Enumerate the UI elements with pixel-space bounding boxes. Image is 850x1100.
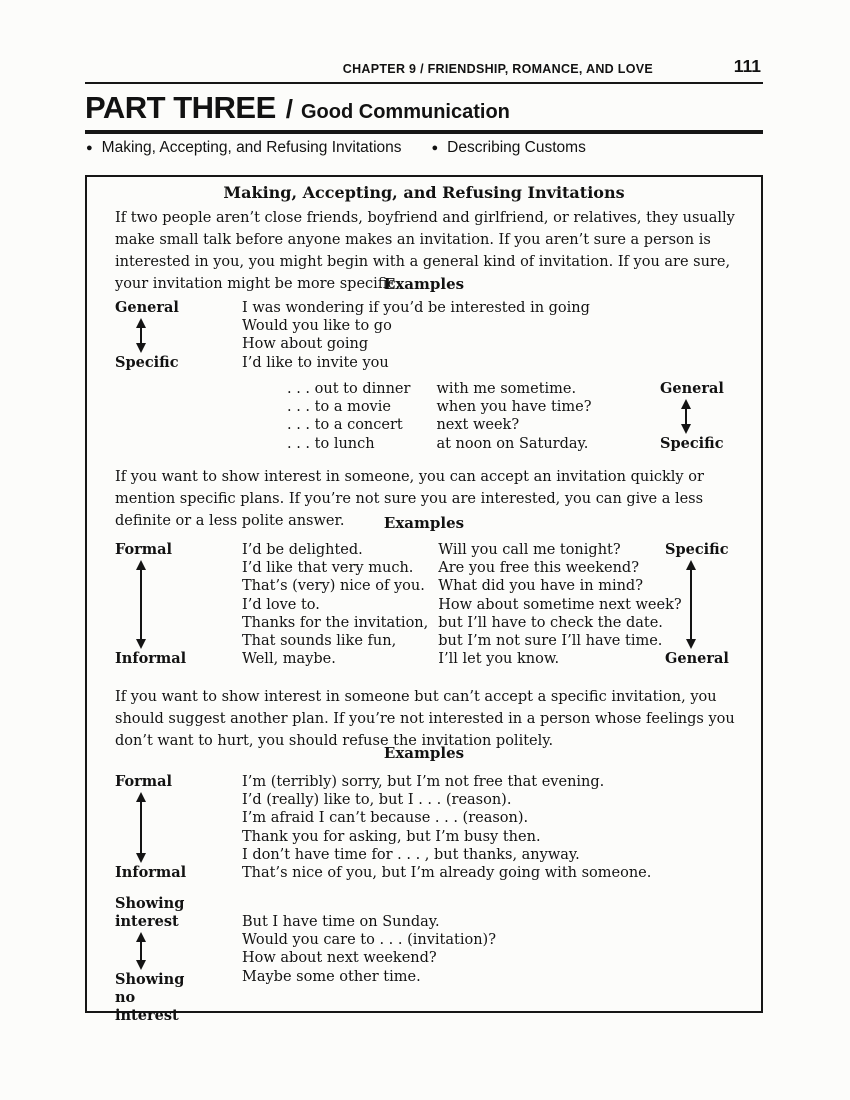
box-title: Making, Accepting, and Refusing Invitations <box>223 183 625 202</box>
part-label: PART THREE <box>85 90 276 125</box>
example-line: I was wondering if you’d be interested in going <box>242 300 590 316</box>
scale-top-label: Showing interest <box>115 895 185 930</box>
example-line: How about next weekend? <box>242 950 437 967</box>
example-cell: but I’m not sure I’ll have time. <box>438 633 663 650</box>
scale-column <box>115 895 242 1025</box>
example-cell: Are you free this weekend? <box>438 560 639 577</box>
double-arrow-icon <box>140 563 142 646</box>
example-lines <box>242 773 651 882</box>
page-number: 111 <box>733 56 761 76</box>
scale-top-label: General <box>115 299 179 316</box>
bullet-icon: ● <box>86 141 93 154</box>
example-cell: next week? <box>436 417 520 434</box>
example-line: Maybe some other time. <box>242 968 421 985</box>
intro-paragraph: If two people aren’t close friends, boyfriend and girlfriend, or relatives, they usually make small talk before anyone makes an invitation. If you aren’t sure a person is interested in you, you might begin with a general kind of invitation. If you are sure, your invitation might be more specific. <box>115 210 735 292</box>
topic-label: Making, Accepting, and Refusing Invitations <box>101 139 402 156</box>
double-arrow-icon <box>140 321 142 350</box>
formal-informal-scale <box>115 773 201 882</box>
scale-column <box>115 773 242 882</box>
example-cell: That’s (very) nice of you. <box>242 578 425 595</box>
header-rule <box>85 82 763 84</box>
example-line: But I have time on Sunday. <box>242 914 440 930</box>
interest-examples-block <box>115 895 496 1025</box>
example-line: I’d like to invite you <box>242 354 389 371</box>
double-arrow-icon <box>685 402 687 431</box>
scale-top-label: Specific <box>665 541 729 558</box>
example-line: Thank you for asking, but I’m busy then. <box>242 828 541 845</box>
running-head <box>85 56 763 82</box>
accepting-paragraph: If you want to show interest in someone, you can accept an invitation quickly or mention specific plans. If you’re not sure you are interested, you can give a less definite or a less polite answer. <box>115 469 704 529</box>
example-cell: with me sometime. <box>436 381 577 397</box>
double-arrow-icon <box>690 563 692 646</box>
example-line: Would you like to go <box>242 318 392 335</box>
example-line: That’s nice of you, but I’m already going with someone. <box>242 865 652 882</box>
accepting-examples-block <box>115 541 729 668</box>
examples-heading: Examples <box>383 514 465 532</box>
topic-item <box>432 139 586 157</box>
example-cell: I’ll let you know. <box>438 651 560 668</box>
scale-top-label: Formal <box>115 773 173 790</box>
example-cell: What did you have in mind? <box>438 578 643 595</box>
example-cell: Will you call me tonight? <box>438 542 621 558</box>
example-cell: when you have time? <box>436 399 592 416</box>
two-column-examples <box>242 541 682 668</box>
refusal-examples-block <box>115 773 651 882</box>
invitation-completions-block <box>287 380 724 453</box>
example-cell: . . . to a movie <box>287 399 391 416</box>
part-title <box>85 90 510 126</box>
examples-heading: Examples <box>383 275 465 293</box>
scale-bottom-label: Specific <box>115 354 179 371</box>
invitation-openers-block <box>115 299 590 372</box>
example-cell: Thanks for the invitation, <box>242 614 429 631</box>
scale-bottom-label: Informal <box>115 650 187 667</box>
example-lines <box>242 299 590 372</box>
scale-bottom-label: General <box>665 650 729 667</box>
double-arrow-icon <box>140 935 142 967</box>
invitations-box <box>85 175 763 1024</box>
example-cell: at noon on Saturday. <box>436 435 589 452</box>
example-cell: That sounds like fun, <box>242 633 397 650</box>
title-rule <box>85 130 763 134</box>
refusing-paragraph: If you want to show interest in someone but can’t accept a specific invitation, you should suggest another plan. If you’re not interested in a person whose feelings you don’t want to hurt, you should refuse the invitation politely. <box>115 689 735 749</box>
general-specific-scale <box>115 299 201 372</box>
example-line: I’d (really) like to, but I . . . (reason). <box>242 792 512 809</box>
topic-label: Describing Customs <box>447 139 586 156</box>
example-cell: Well, maybe. <box>242 651 336 668</box>
example-cell: . . . out to dinner <box>287 381 411 397</box>
example-lines <box>242 913 496 1025</box>
two-column-examples <box>287 380 592 453</box>
examples-heading: Examples <box>383 744 465 762</box>
scale-top-label: General <box>660 380 724 397</box>
part-subtitle: Good Communication <box>301 101 510 123</box>
scale-bottom-label: Showing no interest <box>115 971 185 1024</box>
interest-scale <box>115 895 201 1025</box>
example-line: I don’t have time for . . . , but thanks, anyway. <box>242 846 580 863</box>
example-line: How about going <box>242 336 369 353</box>
example-line: I’m (terribly) sorry, but I’m not free that evening. <box>242 774 605 790</box>
scale-bottom-label: Informal <box>115 864 187 881</box>
chapter-title: CHAPTER 9 / FRIENDSHIP, ROMANCE, AND LOVE <box>342 62 653 76</box>
title-slash: / <box>285 94 293 124</box>
example-cell: . . . to a concert <box>287 417 403 434</box>
example-cell: I’d love to. <box>242 596 320 613</box>
bullet-icon: ● <box>431 141 439 154</box>
double-arrow-icon <box>140 795 142 860</box>
example-cell: I’d be delighted. <box>242 542 363 558</box>
topic-item <box>86 139 402 157</box>
example-line: Would you care to . . . (invitation)? <box>242 932 496 949</box>
example-cell: How about sometime next week? <box>438 596 682 613</box>
specific-general-scale <box>665 541 751 668</box>
general-specific-scale <box>660 380 746 453</box>
scale-column <box>115 541 242 668</box>
scale-bottom-label: Specific <box>660 435 724 452</box>
example-cell: . . . to lunch <box>287 435 375 452</box>
formal-informal-scale <box>115 541 201 668</box>
example-line: I’m afraid I can’t because . . . (reason). <box>242 810 529 827</box>
example-cell: but I’ll have to check the date. <box>438 614 663 631</box>
scale-column <box>115 299 242 372</box>
scale-top-label: Formal <box>115 541 173 558</box>
topics-list <box>86 139 586 157</box>
example-cell: I’d like that very much. <box>242 560 414 577</box>
